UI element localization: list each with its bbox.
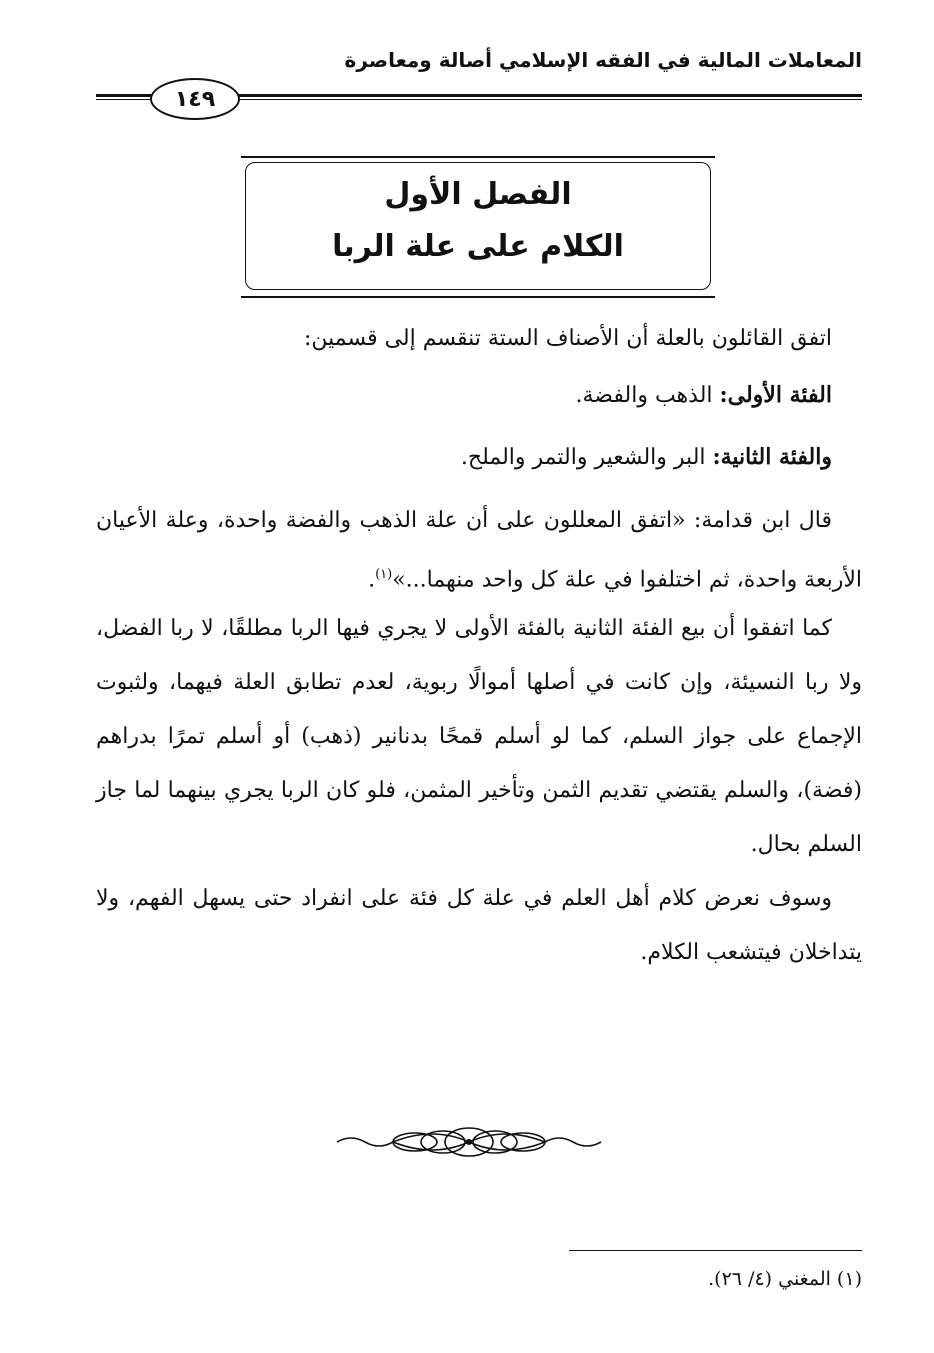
footnote-1: (١) المغني (٤/ ٢٦). [708, 1268, 862, 1290]
page-number-badge [150, 78, 240, 120]
category-one-label: الفئة الأولى: [719, 382, 832, 408]
paragraph-outline [96, 872, 862, 980]
paragraph-category-one [96, 368, 862, 423]
chapter-title: الفصل الأول [384, 177, 572, 212]
footnote-separator [569, 1250, 862, 1251]
decorative-knot-ornament-icon [333, 1124, 605, 1160]
quote-end: . [368, 567, 376, 593]
paragraph-category-two [96, 430, 862, 485]
paragraph-intro-text: اتفق القائلون بالعلة أن الأصناف الستة تنقسم إلى قسمين: [303, 326, 832, 351]
outline-text: وسوف نعرض كلام أهل العلم في علة كل فئة على انفراد حتى يسهل الفهم، ولا يتداخلان فيتشعب الكلام. [96, 886, 862, 965]
category-two-text: البر والشعير والتمر والملح. [460, 445, 713, 470]
footnote-marker[interactable]: (١) [375, 567, 393, 582]
title-bottom-rule [241, 296, 715, 298]
running-header-title: المعاملات المالية في الفقه الإسلامي أصالة ومعاصرة [344, 48, 862, 72]
page-number: ١٤٩ [174, 86, 216, 112]
paragraph-intro [96, 312, 862, 366]
quote-text: قال ابن قدامة: «اتفق المعللون على أن علة الذهب والفضة واحدة، وعلة الأعيان الأربعة واحدة، ثم اختلفوا في علة كل واحد منهما...» [96, 508, 862, 593]
category-two-label: والفئة الثانية: [712, 444, 832, 470]
paragraph-salam-exception [96, 602, 862, 872]
category-one-text: الذهب والفضة. [575, 383, 720, 408]
chapter-title-box [245, 162, 711, 290]
paragraph-ibn-qudama-quote [96, 494, 862, 607]
chapter-subtitle: الكلام على علة الربا [332, 229, 624, 264]
salam-exception-text: كما اتفقوا أن بيع الفئة الثانية بالفئة الأولى لا يجري فيها الربا مطلقًا، لا ربا الفضل، ولا ربا النسيئة، وإن كانت في أصلها أموالًا ربوية، لعدم تطابق العلة فيهما، ولثبوت الإجماع على جواز السلم، كما لو أسلم قمحًا بدنانير (ذهب) أو أسلم تمرًا بدراهم (فضة)، والسلم يقتضي تقديم الثمن وتأخير المثمن، فلو كان الربا يجري بينهما لما جاز السلم بحال. [96, 616, 862, 857]
title-top-rule [241, 156, 715, 158]
